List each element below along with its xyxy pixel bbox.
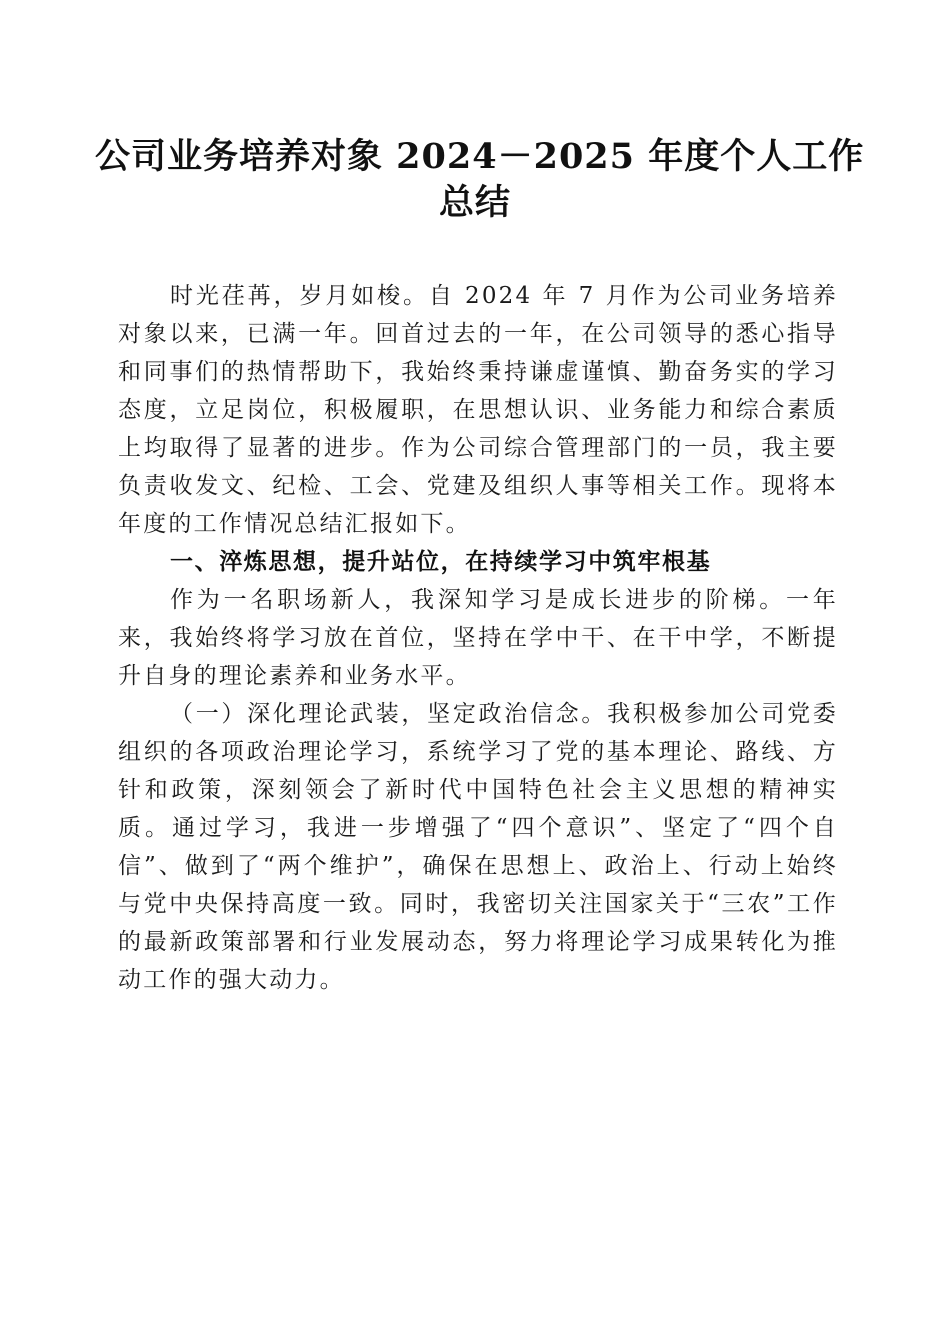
document-title bbox=[95, 134, 865, 226]
document-body bbox=[118, 277, 838, 999]
intro-paragraph: 时光荏苒，岁月如梭。自 2024 年 7 月作为公司业务培养对象以来，已满一年。回首过去的一年，在公司领导的悉心指导和同事们的热情帮助下，我始终秉持谦虚谨慎、勤奋务实的学习态度，立足岗位，积极履职，在思想认识、业务能力和综合素质上均取得了显著的进步。作为公司综合管理部门的一员，我主要负责收发文、纪检、工会、党建及组织人事等相关工作。现将本年度的工作情况总结汇报如下。 bbox=[118, 283, 838, 537]
section-1-paragraph: 作为一名职场新人，我深知学习是成长进步的阶梯。一年来，我始终将学习放在首位，坚持在学中干、在干中学，不断提升自身的理论素养和业务水平。 bbox=[118, 587, 838, 689]
section-heading-1: 一、淬炼思想，提升站位，在持续学习中筑牢根基 bbox=[170, 549, 712, 575]
title-line-2: 总结 bbox=[438, 182, 511, 223]
subsection-1-paragraph: （一）深化理论武装，坚定政治信念。我积极参加公司党委组织的各项政治理论学习，系统学习了党的基本理论、路线、方针和政策，深刻领会了新时代中国特色社会主义思想的精神实质。通过学习，我进一步增强了“四个意识”、坚定了“四个自信”、做到了“两个维护”，确保在思想上、政治上、行动上始终与党中央保持高度一致。同时，我密切关注国家关于“三农”工作的最新政策部署和行业发展动态，努力将理论学习成果转化为推动工作的强大动力。 bbox=[118, 701, 838, 993]
title-line-1: 公司业务培养对象 2024－2025 年度个人工作 bbox=[95, 136, 865, 177]
